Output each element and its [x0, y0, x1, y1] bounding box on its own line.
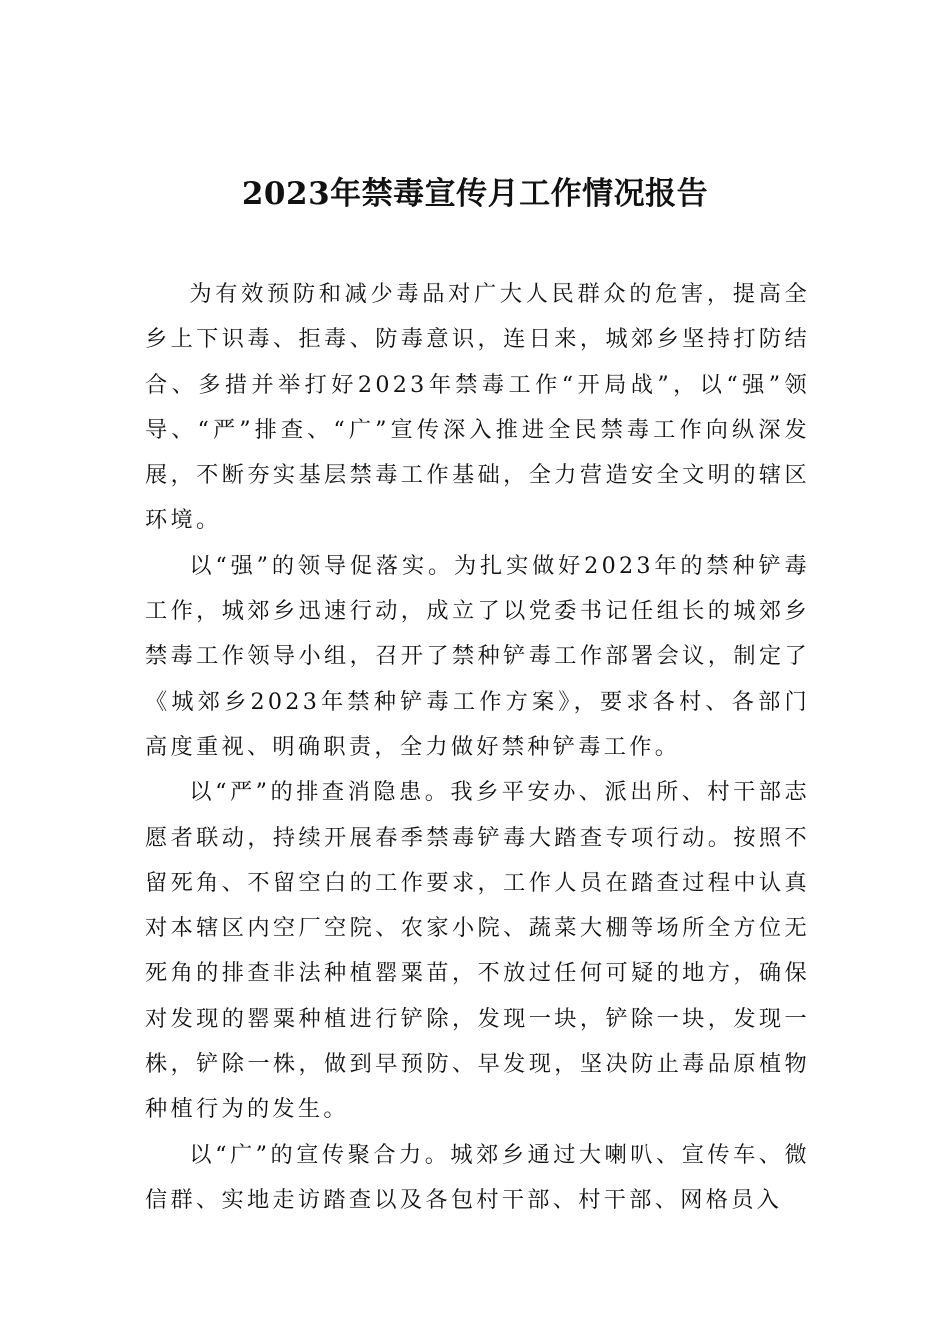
document-title: 2023年禁毒宣传月工作情况报告 [241, 176, 709, 212]
paragraph-publicity: 以“广”的宣传聚合力。城郊乡通过大喇叭、宣传车、微信群、实地走访踏查以及各包村干部、村干部、网格员入 [145, 1141, 810, 1213]
document-body [145, 272, 810, 1223]
paragraph-intro: 为有效预防和减少毒品对广大人民群众的危害，提高全乡上下识毒、拒毒、防毒意识，连日来，城郊乡坚持打防结合、多措并举打好2023年禁毒工作“开局战”，以“强”领导、“严”排查、“广”宣传深入推进全民禁毒工作向纵深发展，不断夯实基层禁毒工作基础，全力营造安全文明的辖区环境。 [145, 281, 810, 534]
paragraph-leadership: 以“强”的领导促落实。为扎实做好2023年的禁种铲毒工作，城郊乡迅速行动，成立了以党委书记任组长的城郊乡禁毒工作领导小组，召开了禁种铲毒工作部署会议，制定了《城郊乡2023年禁种铲毒工作方案》，要求各村、各部门高度重视、明确职责，全力做好禁种铲毒工作。 [145, 552, 810, 760]
paragraph-inspection: 以“严”的排查消隐患。我乡平安办、派出所、村干部志愿者联动，持续开展春季禁毒铲毒大踏查专项行动。按照不留死角、不留空白的工作要求，工作人员在踏查过程中认真对本辖区内空厂空院、农家小院、蔬菜大棚等场所全方位无死角的排查非法种植罂粟苗，不放过任何可疑的地方，确保对发现的罂粟种植进行铲除，发现一块，铲除一块，发现一株，铲除一株，做到早预防、早发现，坚决防止毒品原植物种植行为的发生。 [145, 779, 810, 1123]
